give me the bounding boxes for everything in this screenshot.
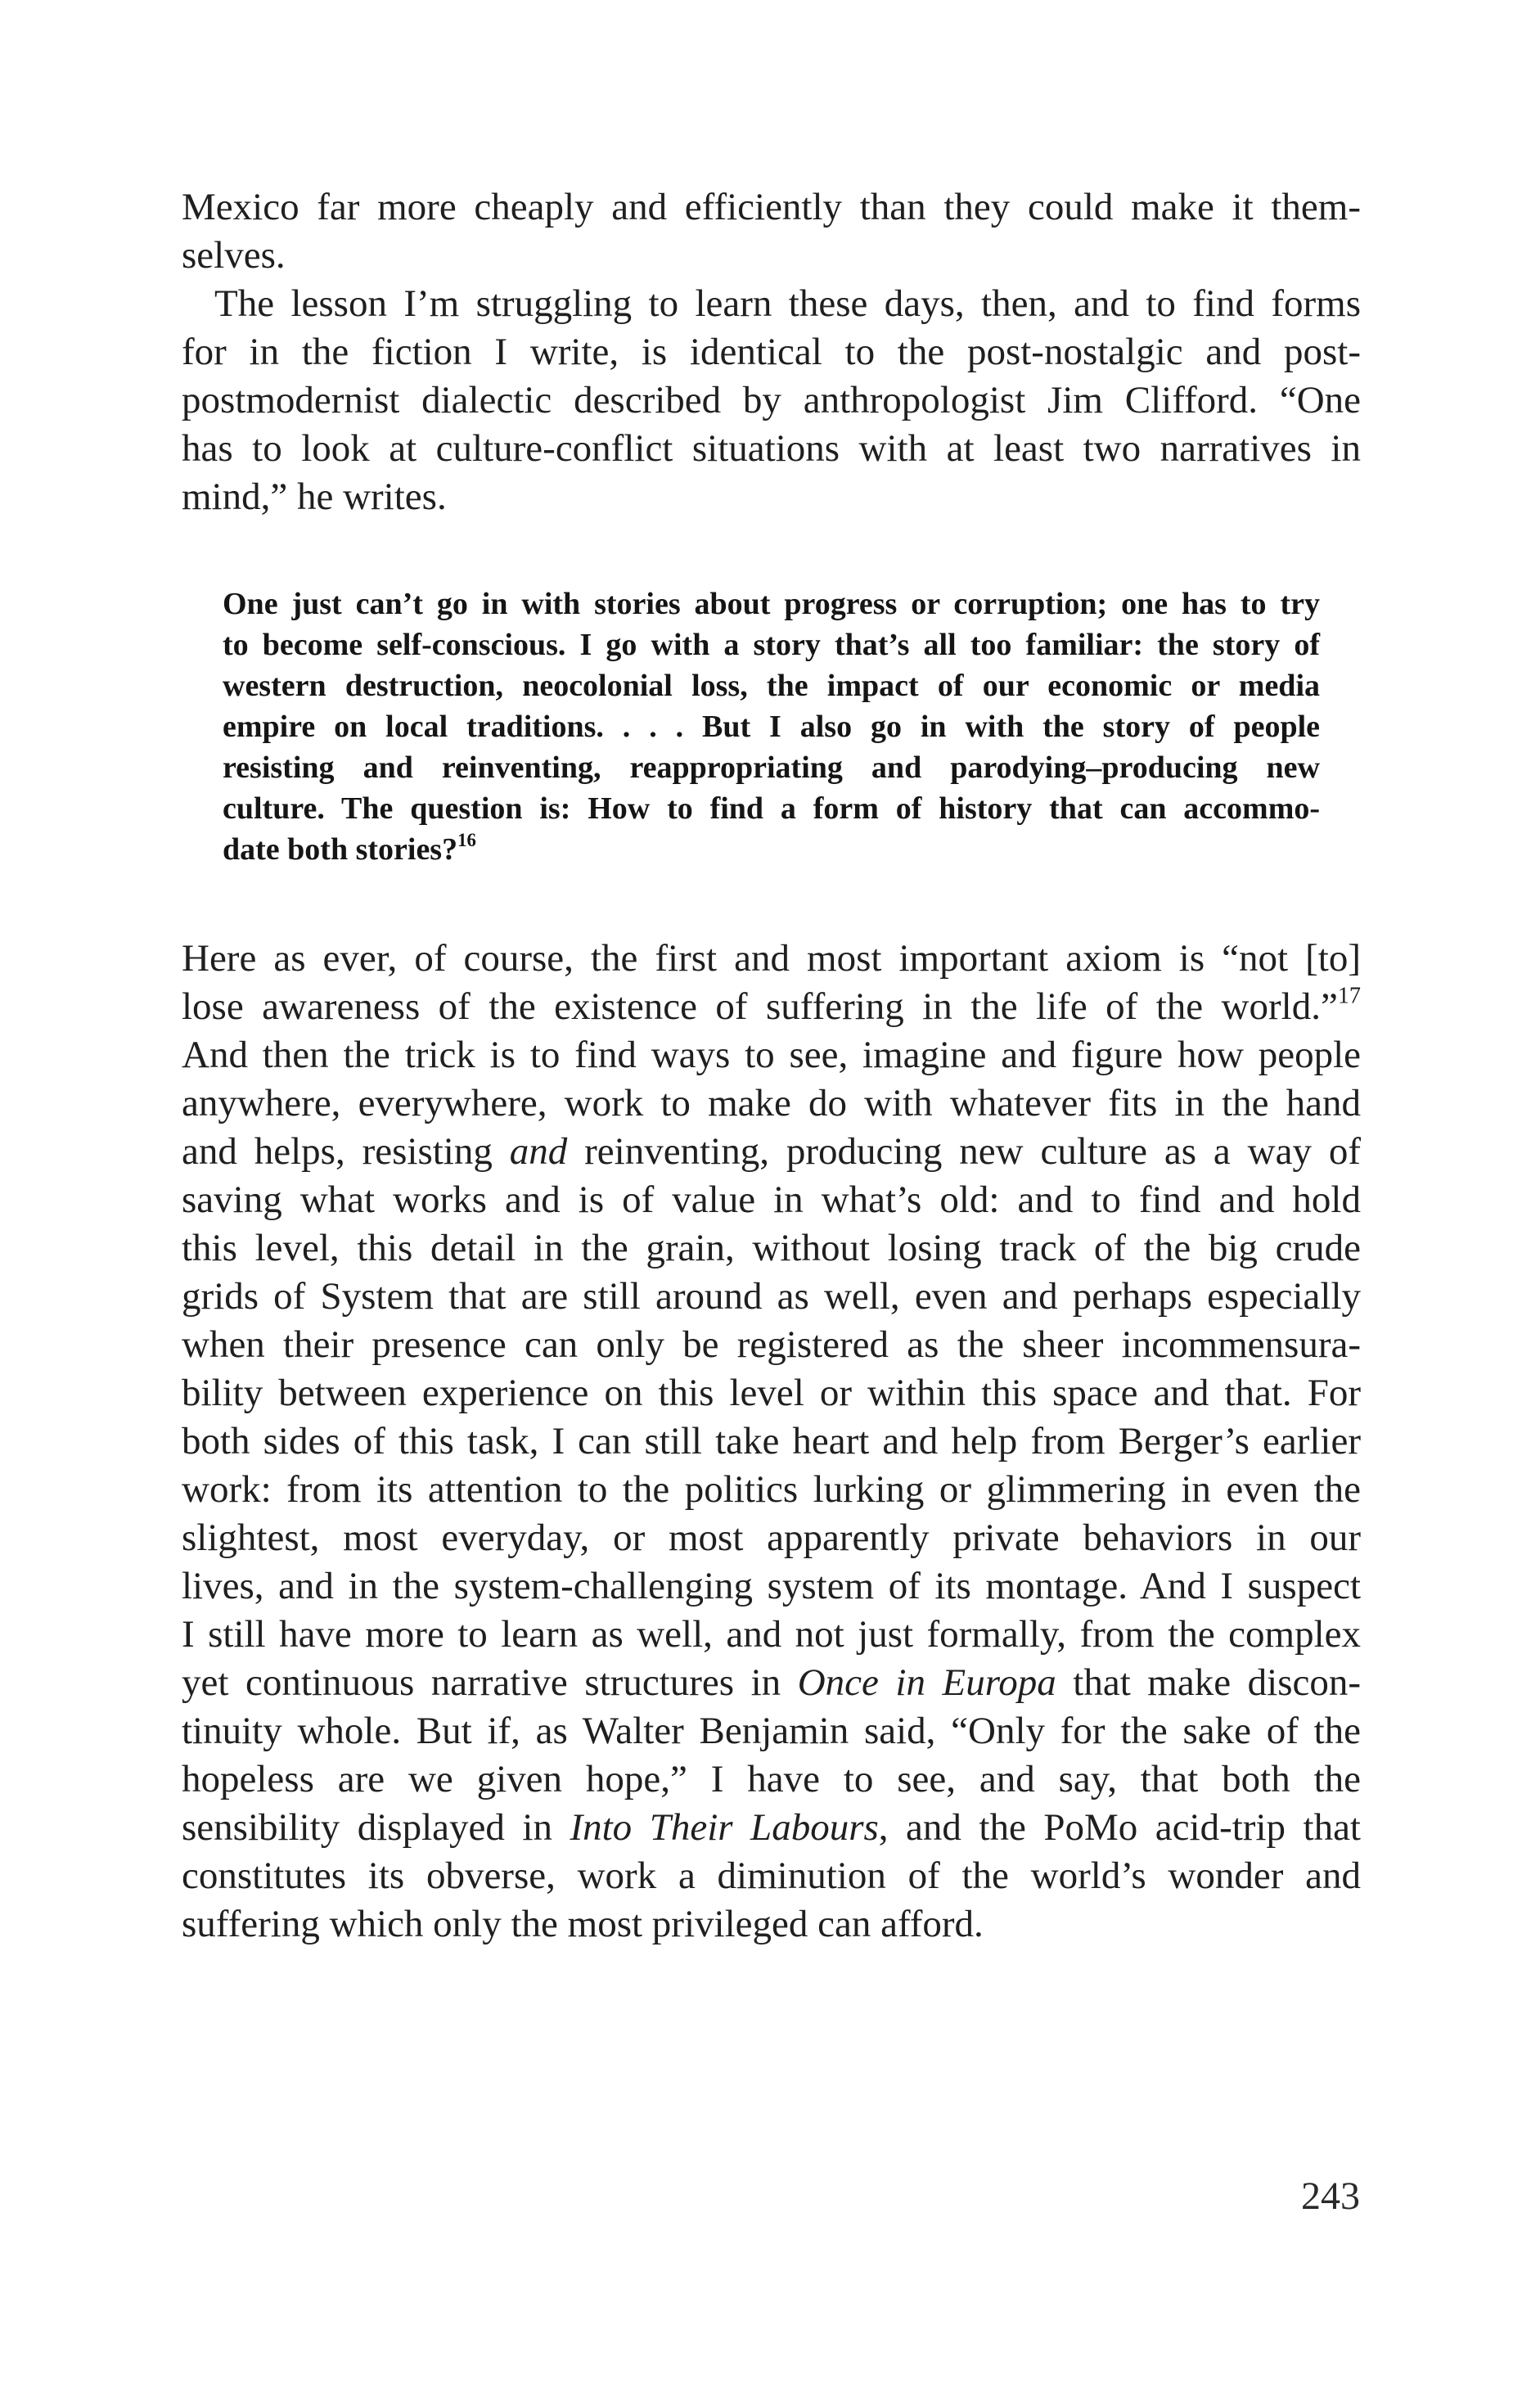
body-line: mind,” he writes.	[182, 475, 447, 518]
quote-line: culture. The question is: How to find a form of history that can accommo-	[223, 791, 1320, 826]
italic-text: Once in Europa	[797, 1661, 1056, 1704]
body-line: lose awareness of the existence of suffering in the life of the world.”$^{17}$	[182, 983, 1361, 1028]
body-line: saving what works and is of value in what’s old: and to find and hold	[182, 1178, 1361, 1221]
text-segment: reinventing, producing new culture as a way of	[567, 1130, 1361, 1173]
body-line: when their presence can only be registered as the sheer incommensura-	[182, 1323, 1361, 1366]
body-line: And then the trick is to find ways to see, imagine and figure how people	[182, 1034, 1361, 1076]
body-line: tinuity whole. But if, as Walter Benjamin said, “Only for the sake of the	[182, 1710, 1361, 1752]
text-segment: , and the PoMo acid-trip that	[878, 1806, 1361, 1849]
quote-line: resisting and reinventing, reappropriating and parodying–producing new	[223, 750, 1320, 785]
body-line: suffering which only the most privileged can afford.	[182, 1903, 984, 1945]
footnote-ref-17[interactable]: 17	[1337, 983, 1361, 1009]
quote-line: to become self-conscious. I go with a story that’s all too familiar: the story of	[223, 628, 1320, 662]
page-number: 243	[1301, 2174, 1360, 2218]
body-line: anywhere, everywhere, work to make do with whatever fits in the hand	[182, 1082, 1361, 1124]
quote-text: date both stories?	[223, 832, 458, 867]
italic-text: Into Their Labours	[570, 1806, 879, 1849]
quote-line: western destruction, neocolonial loss, the impact of our economic or media	[223, 669, 1320, 703]
body-line: has to look at culture-conflict situations with at least two narratives in	[182, 427, 1361, 470]
body-line: work: from its attention to the politics lurking or glimmering in even the	[182, 1468, 1361, 1511]
text-segment: and helps, resisting	[182, 1130, 510, 1173]
body-line: both sides of this task, I can still take heart and help from Berger’s earlier	[182, 1420, 1361, 1462]
body-line: Here as ever, of course, the first and most important axiom is “not [to]	[182, 937, 1361, 980]
body-line: this level, this detail in the grain, without losing track of the big crude	[182, 1227, 1361, 1269]
body-line: bility between experience on this level or within this space and that. For	[182, 1372, 1361, 1414]
quote-line: One just can’t go in with stories about progress or corruption; one has to try	[223, 587, 1320, 621]
body-line: slightest, most everyday, or most apparently private behaviors in our	[182, 1516, 1361, 1559]
body-line	[182, 1806, 1361, 1851]
body-line: lives, and in the system-challenging system of its montage. And I suspect	[182, 1565, 1361, 1607]
text-segment: yet continuous narrative structures in	[182, 1661, 798, 1704]
body-line	[182, 1130, 1361, 1175]
footnote-ref-16[interactable]: 16	[457, 830, 476, 851]
body-line: Mexico far more cheaply and efficiently than they could make it them-	[182, 186, 1361, 228]
text-segment: that make discon-	[1056, 1661, 1361, 1704]
body-line: The lesson I’m struggling to learn these days, then, and to find forms	[214, 282, 1361, 325]
body-line: postmodernist dialectic described by anthropologist Jim Clifford. “One	[182, 379, 1361, 421]
body-line: I still have more to learn as well, and not just formally, from the complex	[182, 1613, 1361, 1656]
body-line: constitutes its obverse, work a diminution of the world’s wonder and	[182, 1854, 1361, 1897]
italic-text: and	[509, 1130, 568, 1173]
body-line	[182, 1661, 1361, 1706]
quote-line: empire on local traditions. . . . But I also go in with the story of people	[223, 710, 1320, 744]
body-line: grids of System that are still around as well, even and perhaps especially	[182, 1275, 1361, 1318]
body-line: hopeless are we given hope,” I have to see, and say, that both the	[182, 1758, 1361, 1800]
body-line: for in the fiction I write, is identical to the post-nostalgic and post-	[182, 331, 1361, 373]
body-line: selves.	[182, 234, 286, 277]
text-segment: sensibility displayed in	[182, 1806, 570, 1849]
quote-line-last	[223, 830, 1320, 870]
